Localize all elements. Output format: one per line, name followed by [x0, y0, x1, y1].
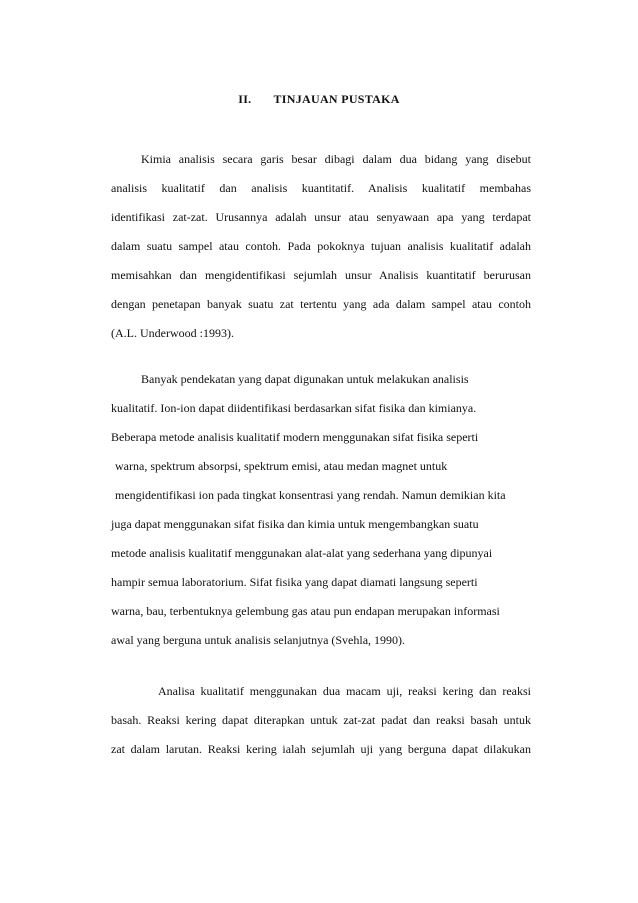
paragraph-2-line-9: warna, bau, terbentuknya gelembung gas atau pun endapan merupakan informasi: [111, 604, 500, 618]
paragraph-3-line-1: Analisa kualitatif menggunakan dua macam uji, reaksi kering dan reaksi: [158, 684, 531, 698]
section-heading: [0, 92, 638, 107]
section-title: TINJAUAN PUSTAKA: [273, 92, 400, 106]
paragraph-1-line-2: analisis kualitatif dan analisis kuantitatif. Analisis kualitatif membahas: [111, 181, 531, 195]
paragraph-3-line-3: zat dalam larutan. Reaksi kering ialah sejumlah uji yang berguna dapat dilakukan: [111, 742, 531, 756]
paragraph-1-line-3: identifikasi zat-zat. Urusannya adalah unsur atau senyawaan apa yang terdapat: [111, 210, 531, 224]
paragraph-2-line-3: Beberapa metode analisis kualitatif modern menggunakan sifat fisika seperti: [111, 430, 479, 444]
paragraph-2-line-1: Banyak pendekatan yang dapat digunakan untuk melakukan analisis: [141, 372, 469, 386]
paragraph-2-line-2: kualitatif. Ion-ion dapat diidentifikasi berdasarkan sifat fisika dan kimianya.: [111, 401, 477, 415]
paragraph-2-line-6: juga dapat menggunakan sifat fisika dan kimia untuk mengembangkan suatu: [111, 517, 479, 531]
paragraph-1-line-1: Kimia analisis secara garis besar dibagi dalam dua bidang yang disebut: [141, 152, 531, 166]
paragraph-1-line-6: dengan penetapan banyak suatu zat tertentu yang ada dalam sampel atau contoh: [111, 297, 531, 311]
paragraph-2-line-4: warna, spektrum absorpsi, spektrum emisi, atau medan magnet untuk: [115, 459, 448, 473]
paragraph-1-line-4: dalam suatu sampel atau contoh. Pada pokoknya tujuan analisis kualitatif adalah: [111, 239, 531, 253]
paragraph-2-line-5: mengidentifikasi ion pada tingkat konsentrasi yang rendah. Namun demikian kita: [115, 488, 506, 502]
paragraph-2-line-10: awal yang berguna untuk analisis selanjutnya (Svehla, 1990).: [111, 633, 406, 647]
paragraph-3-line-2: basah. Reaksi kering dapat diterapkan untuk zat-zat padat dan reaksi basah untuk: [111, 713, 531, 727]
paragraph-1-line-5: memisahkan dan mengidentifikasi sejumlah unsur Analisis kuantitatif berurusan: [111, 268, 531, 282]
paragraph-2-line-8: hampir semua laboratorium. Sifat fisika yang dapat diamati langsung seperti: [111, 575, 478, 589]
paragraph-1-line-7: (A.L. Underwood :1993).: [111, 326, 234, 340]
paragraph-2-line-7: metode analisis kualitatif menggunakan alat-alat yang sederhana yang dipunyai: [111, 546, 493, 560]
section-number: II.: [238, 92, 252, 106]
